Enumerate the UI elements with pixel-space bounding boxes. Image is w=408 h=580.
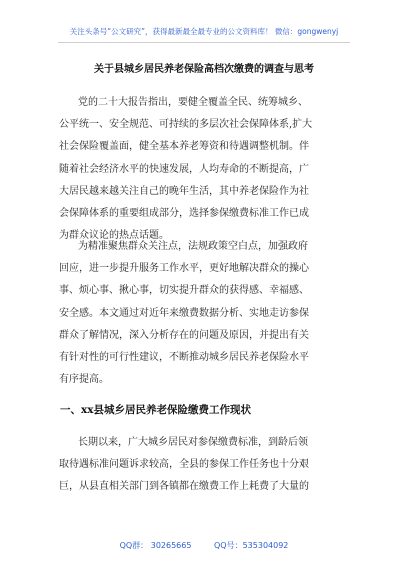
paragraph-line: 公平统一、安全规范、可持续的多层次社会保障体系,扩大 [59, 119, 313, 131]
paragraph-line: 为精准聚焦群众关注点，法规政策空白点，加强政府 [78, 241, 308, 252]
footer-qq-group: QQ群： 30265665 [119, 541, 192, 550]
paragraph-line: 社会保险覆盖面，健全基本养老筹资和待遇调整机制。伴 [59, 141, 309, 153]
header-banner: 关注头条号“公文研究”，获得最新最全最专业的公文资料库！ 微信：gongwenyj [69, 27, 339, 36]
section-heading: 一、xx县城乡居民养老保险缴费工作现状 [60, 404, 252, 416]
paragraph-line: 取待遇标准问题诉求较高，全县的参保工作任务也十分艰 [59, 459, 309, 471]
document-title: 关于县城乡居民养老保险高档次缴费的调查与思考 [94, 64, 314, 75]
paragraph-line: 有针对性的可行性建议，不断推动城乡居民养老保险水平 [59, 351, 309, 363]
paragraph-line: 安全感。本文通过对近年来缴费数据分析、实地走访参保 [59, 307, 309, 319]
paragraph-line: 会保障体系的重要组成部分，选择参保缴费标准工作已成 [59, 207, 309, 219]
paragraph-line: 随着社会经济水平的快速发展，人均寿命的不断提高，广 [59, 163, 309, 175]
footer-qq-number: QQ号：535304092 [214, 541, 289, 550]
paragraph-line: 群众了解情况，深入分析存在的问题及原因，并提出有关 [59, 329, 309, 341]
paragraph-line: 巨，从县直相关部门到各镇都在缴费工作上耗费了大量的 [59, 481, 309, 493]
header-divider [58, 42, 350, 43]
paragraph-line: 党的二十大报告指出，要健全覆盖全民、统筹城乡、 [78, 97, 308, 108]
footer [0, 540, 408, 551]
paragraph-line: 大居民越来越关注自己的晚年生活，其中养老保险作为社 [59, 185, 309, 197]
paragraph-1 [59, 92, 342, 247]
paragraph-line: 为群众议论的热点话题。 [59, 230, 169, 242]
paragraph-line: 事、烦心事、揪心事，切实提升群众的获得感、幸福感、 [59, 285, 309, 297]
paragraph-line: 有序提高。 [59, 374, 109, 386]
paragraph-line: 长期以来，广大城乡居民对参保缴费标准，到龄后领 [78, 437, 308, 448]
paragraph-line: 回应，进一步提升服务工作水平，更好地解决群众的操心 [59, 263, 309, 275]
paragraph-3 [59, 432, 342, 499]
